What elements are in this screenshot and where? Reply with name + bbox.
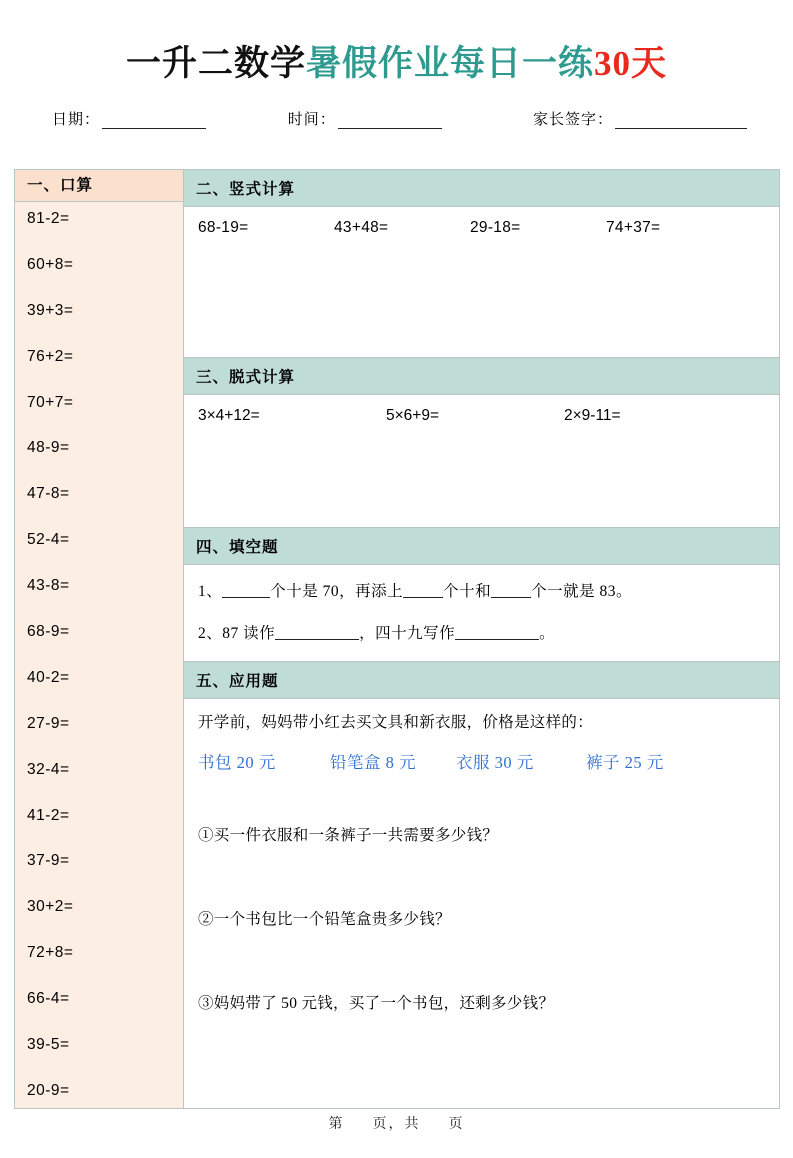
vertical-problem-row <box>198 219 765 237</box>
stepwise-problem[interactable]: 5×6+9= <box>386 407 440 424</box>
oral-item[interactable]: 68-9= <box>27 623 70 641</box>
price-list <box>198 749 765 773</box>
signature-field[interactable] <box>533 108 747 129</box>
stepwise-problem[interactable]: 2×9-11= <box>564 407 621 424</box>
worksheet-grid <box>14 169 780 1109</box>
title-segment-subject: 一升二数学 <box>125 44 306 83</box>
worksheet-right-column <box>184 170 779 1108</box>
stepwise-problem[interactable]: 3×4+12= <box>198 407 260 424</box>
oral-item[interactable]: 39-5= <box>27 1036 70 1054</box>
section-apply-body <box>184 699 779 1013</box>
fill-q2-part-c: 。 <box>539 625 556 642</box>
section-fill-header: 四、填空题 <box>184 528 779 565</box>
signature-label: 家长签字： <box>532 112 613 128</box>
oral-item[interactable]: 70+7= <box>27 393 74 411</box>
fill-blank[interactable] <box>403 582 443 598</box>
section-fill-body <box>184 565 779 649</box>
vertical-problem[interactable]: 43+48= <box>334 219 389 236</box>
fill-q1-part-c: 个十和 <box>443 583 492 600</box>
oral-item[interactable]: 66-4= <box>27 990 70 1008</box>
section-word-problems <box>184 662 779 1108</box>
fill-q1-part-b: 个十是 70，再添上 <box>270 583 404 600</box>
vertical-problem[interactable]: 74+37= <box>606 219 661 236</box>
oral-problem-list <box>15 202 183 1108</box>
price-item: 裤子 25 元 <box>586 753 664 772</box>
section-stepwise-header: 三、脱式计算 <box>184 358 779 395</box>
oral-item[interactable]: 27-9= <box>27 714 70 732</box>
section-stepwise-calculation <box>184 358 779 528</box>
page-title <box>0 36 793 86</box>
oral-item[interactable]: 52-4= <box>27 531 70 549</box>
fill-blank[interactable] <box>222 582 270 598</box>
title-segment-homework: 暑假作业每日一练 <box>305 44 594 83</box>
footer-suffix: 页 <box>448 1117 465 1132</box>
oral-item[interactable]: 39+3= <box>27 301 74 319</box>
price-item: 书包 20 元 <box>198 753 276 772</box>
vertical-problem[interactable]: 29-18= <box>470 219 521 236</box>
fill-blank[interactable] <box>491 582 531 598</box>
time-blank[interactable] <box>338 113 442 129</box>
vertical-problem[interactable]: 68-19= <box>198 219 249 236</box>
fill-question-1 <box>198 577 765 607</box>
fill-q1-part-d: 个一就是 83。 <box>531 583 633 600</box>
footer-middle: 页，共 <box>372 1117 421 1132</box>
stepwise-problem-row <box>198 407 765 425</box>
oral-item[interactable]: 81-2= <box>27 210 70 227</box>
section-vertical-body[interactable] <box>184 207 779 237</box>
section-oral-header: 一、口算 <box>15 170 183 202</box>
fill-q2-part-a: 2、87 读作 <box>198 625 276 642</box>
oral-item[interactable]: 40-2= <box>27 668 70 686</box>
fill-blank[interactable] <box>455 624 539 640</box>
section-vertical-calculation <box>184 170 779 358</box>
section-apply-header: 五、应用题 <box>184 662 779 699</box>
oral-item[interactable]: 47-8= <box>27 485 70 503</box>
oral-item[interactable]: 32-4= <box>27 760 70 778</box>
oral-item[interactable]: 30+2= <box>27 898 74 916</box>
worksheet-page <box>0 36 793 1158</box>
fill-q2-part-b: ，四十九写作 <box>359 625 456 642</box>
section-vertical-header: 二、竖式计算 <box>184 170 779 207</box>
oral-item[interactable]: 60+8= <box>27 255 74 273</box>
word-problem-3[interactable]: ③妈妈带了 50 元钱，买了一个书包，还剩多少钱？ <box>198 995 555 1012</box>
time-label: 时间： <box>287 112 336 128</box>
section-oral-calculation <box>15 170 184 1108</box>
oral-item[interactable]: 41-2= <box>27 806 70 824</box>
section-fill-in-blanks <box>184 528 779 662</box>
date-label: 日期： <box>52 112 101 128</box>
oral-item[interactable]: 72+8= <box>27 944 74 962</box>
oral-item[interactable]: 48-9= <box>27 439 70 457</box>
time-field[interactable] <box>288 108 442 129</box>
price-item: 衣服 30 元 <box>456 753 534 772</box>
oral-item[interactable]: 20-9= <box>27 1081 70 1099</box>
apply-intro-text: 开学前，妈妈带小红去买文具和新衣服，价格是这样的： <box>198 714 594 731</box>
word-problem-2[interactable]: ②一个书包比一个铅笔盒贵多少钱？ <box>198 911 451 928</box>
page-footer <box>0 1113 793 1133</box>
word-problem-1[interactable]: ①买一件衣服和一条裤子一共需要多少钱？ <box>198 827 499 844</box>
footer-prefix: 第 <box>328 1117 345 1132</box>
oral-item[interactable]: 37-9= <box>27 852 70 870</box>
price-item: 铅笔盒 8 元 <box>330 753 416 772</box>
section-stepwise-body[interactable] <box>184 395 779 425</box>
title-segment-days: 30天 <box>594 44 668 83</box>
fill-question-2 <box>198 619 765 649</box>
fill-blank[interactable] <box>275 624 359 640</box>
oral-item[interactable]: 43-8= <box>27 577 70 595</box>
signature-blank[interactable] <box>615 113 747 129</box>
date-field[interactable] <box>52 108 206 129</box>
oral-item[interactable]: 76+2= <box>27 347 74 365</box>
info-row <box>0 108 793 129</box>
date-blank[interactable] <box>102 113 206 129</box>
fill-q1-part-a: 1、 <box>198 583 223 600</box>
